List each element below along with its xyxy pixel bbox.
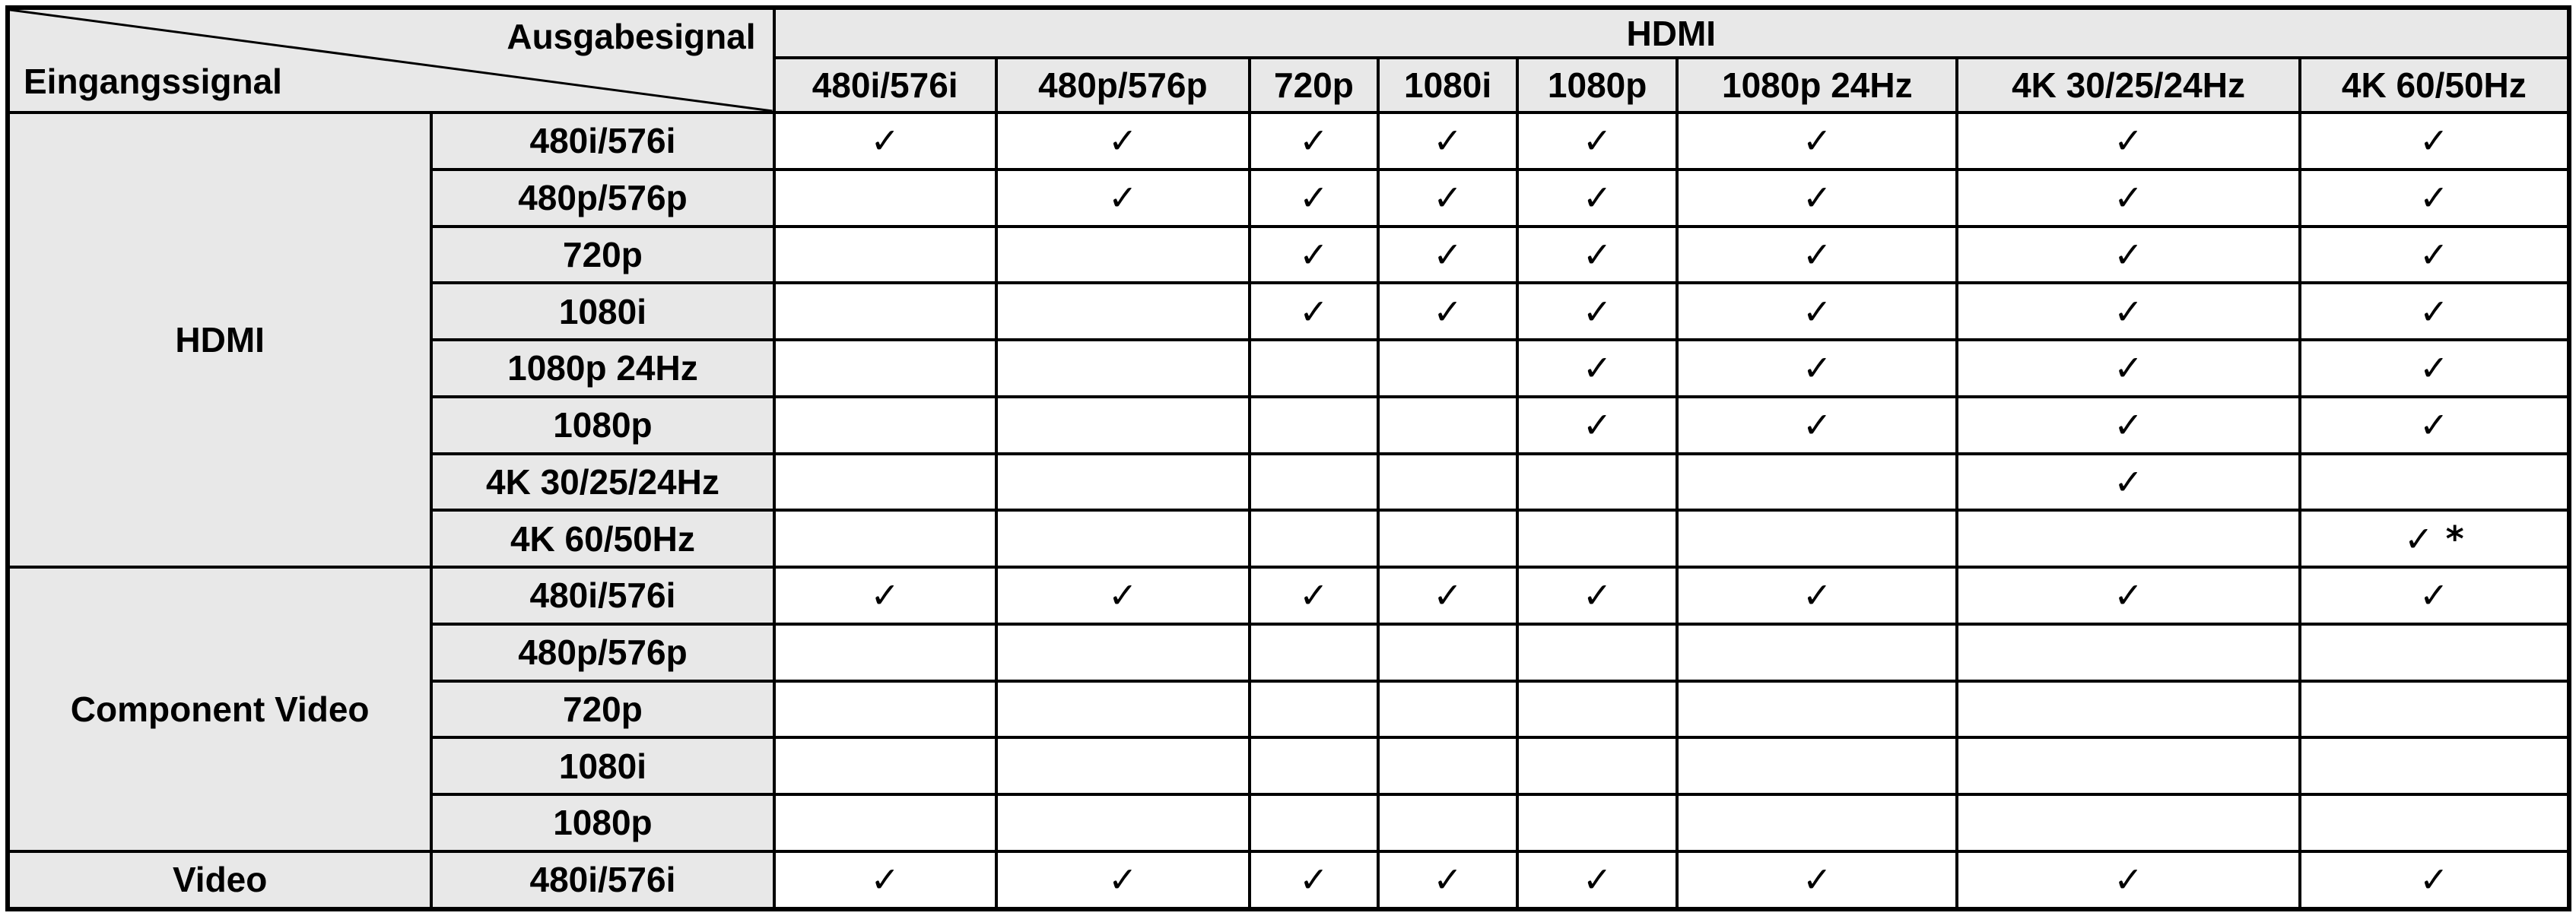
input-resolution-label: 480i/576i	[431, 567, 773, 624]
input-resolution-label: 1080i	[431, 283, 773, 340]
column-header: 1080p 24Hz	[1677, 58, 1957, 113]
check-cell: ✓	[1250, 283, 1378, 340]
check-cell: ✓	[1957, 170, 2299, 227]
signal-conversion-table	[5, 5, 2571, 911]
check-cell: ✓	[996, 113, 1250, 170]
input-resolution-label: 720p	[431, 681, 773, 738]
check-cell: ✓	[2300, 851, 2569, 909]
empty-cell	[1378, 397, 1517, 454]
check-cell: ✓	[996, 170, 1250, 227]
empty-cell	[1250, 340, 1378, 397]
check-cell: ✓	[774, 113, 996, 170]
empty-cell	[1517, 737, 1677, 794]
empty-cell	[1378, 624, 1517, 681]
empty-cell	[2300, 624, 2569, 681]
check-cell: ✓	[1378, 113, 1517, 170]
empty-cell	[1677, 794, 1957, 851]
header-group-row	[8, 8, 2569, 58]
input-resolution-label: 1080p	[431, 794, 773, 851]
empty-cell	[1378, 794, 1517, 851]
matrix-body	[8, 113, 2569, 909]
check-cell: ✓	[1677, 397, 1957, 454]
empty-cell	[996, 624, 1250, 681]
check-cell: ✓	[2300, 340, 2569, 397]
column-header: 4K 30/25/24Hz	[1957, 58, 2299, 113]
empty-cell	[1250, 397, 1378, 454]
empty-cell	[1517, 681, 1677, 738]
empty-cell	[996, 794, 1250, 851]
empty-cell	[1250, 794, 1378, 851]
empty-cell	[1378, 510, 1517, 567]
output-signal-label: Ausgabesignal	[507, 17, 756, 56]
check-cell: ✓	[1250, 170, 1378, 227]
check-cell: ✓	[1957, 227, 2299, 284]
empty-cell	[1250, 737, 1378, 794]
check-cell: ✓	[1517, 397, 1677, 454]
check-cell: ✓	[774, 851, 996, 909]
check-cell: ✓	[1957, 340, 2299, 397]
empty-cell	[1378, 454, 1517, 511]
check-cell: ✓	[1677, 170, 1957, 227]
input-section-label: Component Video	[8, 567, 431, 851]
empty-cell	[1957, 794, 2299, 851]
table-row	[8, 567, 2569, 624]
check-cell: ✓	[1378, 227, 1517, 284]
empty-cell	[774, 340, 996, 397]
check-cell: ✓	[996, 851, 1250, 909]
check-cell: ✓	[2300, 283, 2569, 340]
check-cell: ✓	[1677, 113, 1957, 170]
check-cell: ✓	[1250, 227, 1378, 284]
check-cell: ✓	[1517, 283, 1677, 340]
empty-cell	[996, 737, 1250, 794]
empty-cell	[1957, 681, 2299, 738]
check-cell: ✓	[1378, 170, 1517, 227]
empty-cell	[1957, 737, 2299, 794]
input-resolution-label: 480i/576i	[431, 851, 773, 909]
check-cell: ✓	[1957, 113, 2299, 170]
empty-cell	[1250, 454, 1378, 511]
empty-cell	[996, 681, 1250, 738]
table-row	[8, 113, 2569, 170]
column-header: 4K 60/50Hz	[2300, 58, 2569, 113]
check-cell: ✓	[2300, 170, 2569, 227]
input-resolution-label: 720p	[431, 227, 773, 284]
empty-cell	[996, 510, 1250, 567]
check-cell: ✓	[1250, 567, 1378, 624]
input-section-label: Video	[8, 851, 431, 909]
check-cell: ✓	[1250, 113, 1378, 170]
corner-header-cell	[8, 8, 774, 113]
empty-cell	[774, 510, 996, 567]
check-cell: ✓	[1957, 283, 2299, 340]
check-cell: ✓	[1517, 227, 1677, 284]
check-cell: ✓	[1250, 851, 1378, 909]
empty-cell	[1957, 510, 2299, 567]
check-cell: ✓ *	[2300, 510, 2569, 567]
check-cell: ✓	[1517, 113, 1677, 170]
empty-cell	[774, 794, 996, 851]
check-cell: ✓	[1677, 851, 1957, 909]
check-cell: ✓	[1957, 397, 2299, 454]
check-cell: ✓	[1378, 851, 1517, 909]
input-resolution-label: 480p/576p	[431, 624, 773, 681]
check-cell: ✓	[1517, 170, 1677, 227]
check-cell: ✓	[1677, 567, 1957, 624]
empty-cell	[774, 681, 996, 738]
empty-cell	[1378, 681, 1517, 738]
column-header: 480i/576i	[774, 58, 996, 113]
input-resolution-label: 4K 60/50Hz	[431, 510, 773, 567]
check-cell: ✓	[1378, 567, 1517, 624]
empty-cell	[774, 624, 996, 681]
input-resolution-label: 480p/576p	[431, 170, 773, 227]
empty-cell	[1677, 681, 1957, 738]
check-cell: ✓	[996, 567, 1250, 624]
empty-cell	[1517, 454, 1677, 511]
column-header: 1080p	[1517, 58, 1677, 113]
empty-cell	[1378, 737, 1517, 794]
empty-cell	[1517, 624, 1677, 681]
empty-cell	[1378, 340, 1517, 397]
input-resolution-label: 1080p	[431, 397, 773, 454]
check-cell: ✓	[1517, 340, 1677, 397]
empty-cell	[774, 737, 996, 794]
column-header: 720p	[1250, 58, 1378, 113]
empty-cell	[774, 283, 996, 340]
empty-cell	[1517, 510, 1677, 567]
empty-cell	[2300, 737, 2569, 794]
input-resolution-label: 1080p 24Hz	[431, 340, 773, 397]
input-resolution-label: 1080i	[431, 737, 773, 794]
output-group-header: HDMI	[774, 8, 2569, 58]
check-cell: ✓	[2300, 397, 2569, 454]
check-cell: ✓	[1677, 283, 1957, 340]
empty-cell	[996, 454, 1250, 511]
empty-cell	[1250, 624, 1378, 681]
check-cell: ✓	[2300, 113, 2569, 170]
check-cell: ✓	[1378, 283, 1517, 340]
check-cell: ✓	[1517, 567, 1677, 624]
check-cell: ✓	[774, 567, 996, 624]
check-cell: ✓	[1677, 340, 1957, 397]
empty-cell	[774, 227, 996, 284]
empty-cell	[774, 397, 996, 454]
empty-cell	[996, 340, 1250, 397]
empty-cell	[1250, 510, 1378, 567]
column-header: 1080i	[1378, 58, 1517, 113]
check-cell: ✓	[1957, 851, 2299, 909]
empty-cell	[1517, 794, 1677, 851]
empty-cell	[774, 170, 996, 227]
check-cell: ✓	[1677, 227, 1957, 284]
empty-cell	[2300, 454, 2569, 511]
column-header: 480p/576p	[996, 58, 1250, 113]
input-section-label: HDMI	[8, 113, 431, 567]
empty-cell	[1677, 510, 1957, 567]
table-row	[8, 851, 2569, 909]
empty-cell	[1957, 624, 2299, 681]
empty-cell	[1677, 454, 1957, 511]
check-cell: ✓	[1957, 567, 2299, 624]
input-resolution-label: 480i/576i	[431, 113, 773, 170]
check-cell: ✓	[1517, 851, 1677, 909]
empty-cell	[774, 454, 996, 511]
empty-cell	[1250, 681, 1378, 738]
empty-cell	[1677, 737, 1957, 794]
input-signal-label: Eingangssignal	[24, 62, 282, 101]
input-resolution-label: 4K 30/25/24Hz	[431, 454, 773, 511]
empty-cell	[2300, 681, 2569, 738]
empty-cell	[1677, 624, 1957, 681]
check-cell: ✓	[1957, 454, 2299, 511]
empty-cell	[996, 227, 1250, 284]
empty-cell	[996, 283, 1250, 340]
check-cell: ✓	[2300, 567, 2569, 624]
empty-cell	[2300, 794, 2569, 851]
check-cell: ✓	[2300, 227, 2569, 284]
empty-cell	[996, 397, 1250, 454]
